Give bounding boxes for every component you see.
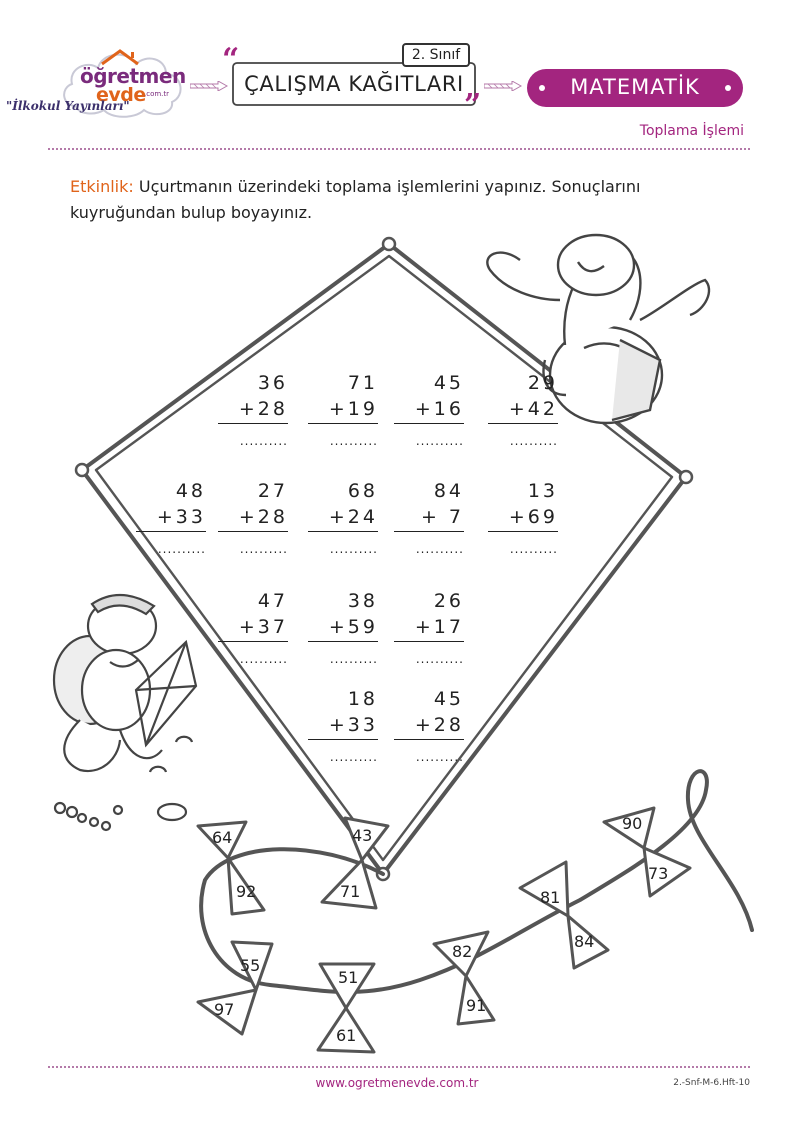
addend-top: 48: [175, 480, 206, 502]
tail-bow-upper-number[interactable]: 51: [338, 968, 359, 987]
answer-blank[interactable]: ..........: [415, 542, 464, 556]
answer-blank[interactable]: ..........: [239, 652, 288, 666]
addend-top: 84: [433, 480, 464, 502]
activity-text: Uçurtmanın üzerindeki toplama işlemlerini yapınız. Sonuçlarını kuyruğundan bulup boyayınız.: [70, 177, 641, 222]
addition-problem: [394, 478, 464, 558]
addend-bottom: +28: [238, 398, 288, 420]
sum-line: [394, 423, 464, 424]
addend-top: 68: [347, 480, 378, 502]
tail-bow-upper-number[interactable]: 81: [540, 888, 561, 907]
tail-bow-lower-number[interactable]: 61: [336, 1026, 357, 1045]
addend-top: 29: [527, 372, 558, 394]
addend-bottom: + 7: [420, 506, 464, 528]
answer-blank[interactable]: ..........: [329, 434, 378, 448]
addition-problem: [308, 588, 378, 668]
addend-top: 45: [433, 372, 464, 394]
sum-line: [394, 531, 464, 532]
tail-bows: [198, 808, 690, 1052]
sum-line: [308, 739, 378, 740]
addend-bottom: +28: [414, 714, 464, 736]
sum-line: [218, 641, 288, 642]
answer-blank[interactable]: ..........: [329, 750, 378, 764]
logo-wordmark-primary: öğretmen: [80, 64, 186, 88]
addition-problem: [394, 686, 464, 766]
answer-blank[interactable]: ..........: [509, 542, 558, 556]
addend-top: 27: [257, 480, 288, 502]
addend-bottom: +28: [238, 506, 288, 528]
turtle-illustration: [54, 595, 196, 830]
sum-line: [488, 423, 558, 424]
logo-domain: .com.tr: [144, 90, 170, 98]
addend-bottom: +42: [508, 398, 558, 420]
tail-bow-lower-number[interactable]: 84: [574, 932, 595, 951]
addend-bottom: +17: [414, 616, 464, 638]
addend-top: 38: [347, 590, 378, 612]
answer-blank[interactable]: ..........: [157, 542, 206, 556]
sum-line: [394, 739, 464, 740]
addition-problem: [488, 370, 558, 450]
tail-bow-upper-number[interactable]: 90: [622, 814, 643, 833]
addend-bottom: +59: [328, 616, 378, 638]
answer-blank[interactable]: ..........: [509, 434, 558, 448]
addend-bottom: +69: [508, 506, 558, 528]
addend-top: 45: [433, 688, 464, 710]
addition-problem: [218, 370, 288, 450]
addend-bottom: +33: [156, 506, 206, 528]
addend-top: 13: [527, 480, 558, 502]
subject-label: MATEMATİK: [570, 75, 700, 99]
addend-top: 47: [257, 590, 288, 612]
addend-top: 26: [433, 590, 464, 612]
addition-problem: [136, 478, 206, 558]
sum-line: [218, 531, 288, 532]
addend-bottom: +37: [238, 616, 288, 638]
addition-problem: [308, 370, 378, 450]
tail-bow-upper-number[interactable]: 64: [212, 828, 233, 847]
tail-bow-lower-number[interactable]: 91: [466, 996, 487, 1015]
footer-website[interactable]: www.ogretmenevde.com.tr: [315, 1076, 479, 1090]
answer-blank[interactable]: ..........: [329, 652, 378, 666]
answer-blank[interactable]: ..........: [239, 542, 288, 556]
activity-label: Etkinlik:: [70, 177, 134, 196]
sum-line: [308, 531, 378, 532]
quote-close-icon: ”: [464, 88, 482, 123]
tail-bow-upper-number[interactable]: 43: [352, 826, 373, 845]
sum-line: [218, 423, 288, 424]
answer-blank[interactable]: ..........: [415, 652, 464, 666]
sum-line: [488, 531, 558, 532]
worksheet-title: ÇALIŞMA KAĞITLARI: [244, 72, 464, 96]
addition-problem: [308, 478, 378, 558]
addend-top: 36: [257, 372, 288, 394]
sum-line: [136, 531, 206, 532]
grade-badge: 2. Sınıf: [402, 43, 470, 67]
footer-divider: [48, 1066, 750, 1068]
tail-bow-lower-number[interactable]: 92: [236, 882, 257, 901]
logo-subtitle: "İlkokul Yayınları": [6, 99, 130, 113]
sum-line: [308, 641, 378, 642]
tail-bow-lower-number[interactable]: 73: [648, 864, 669, 883]
addend-bottom: +24: [328, 506, 378, 528]
addition-problem: [218, 588, 288, 668]
addition-problem: [488, 478, 558, 558]
footer-document-code: 2.-Snf-M-6.Hft-10: [673, 1078, 750, 1088]
addend-bottom: +16: [414, 398, 464, 420]
answer-blank[interactable]: ..........: [415, 750, 464, 764]
tail-bow-upper-number[interactable]: 55: [240, 956, 261, 975]
answer-blank[interactable]: ..........: [239, 434, 288, 448]
answer-blank[interactable]: ..........: [329, 542, 378, 556]
logo-wordmark-secondary: evde: [96, 84, 146, 106]
sum-line: [394, 641, 464, 642]
tail-bow-upper-number[interactable]: 82: [452, 942, 473, 961]
addition-problem: [394, 588, 464, 668]
addend-top: 71: [347, 372, 378, 394]
addition-problem: [308, 686, 378, 766]
answer-blank[interactable]: ..........: [415, 434, 464, 448]
addend-bottom: +19: [328, 398, 378, 420]
tail-bow-lower-number[interactable]: 97: [214, 1000, 235, 1019]
addition-problem: [394, 370, 464, 450]
addend-top: 18: [347, 688, 378, 710]
addend-bottom: +33: [328, 714, 378, 736]
topic-label: Toplama İşlemi: [639, 123, 744, 139]
addition-problem: [218, 478, 288, 558]
tail-bow-lower-number[interactable]: 71: [340, 882, 361, 901]
quote-open-icon: “: [222, 42, 240, 77]
sum-line: [308, 423, 378, 424]
